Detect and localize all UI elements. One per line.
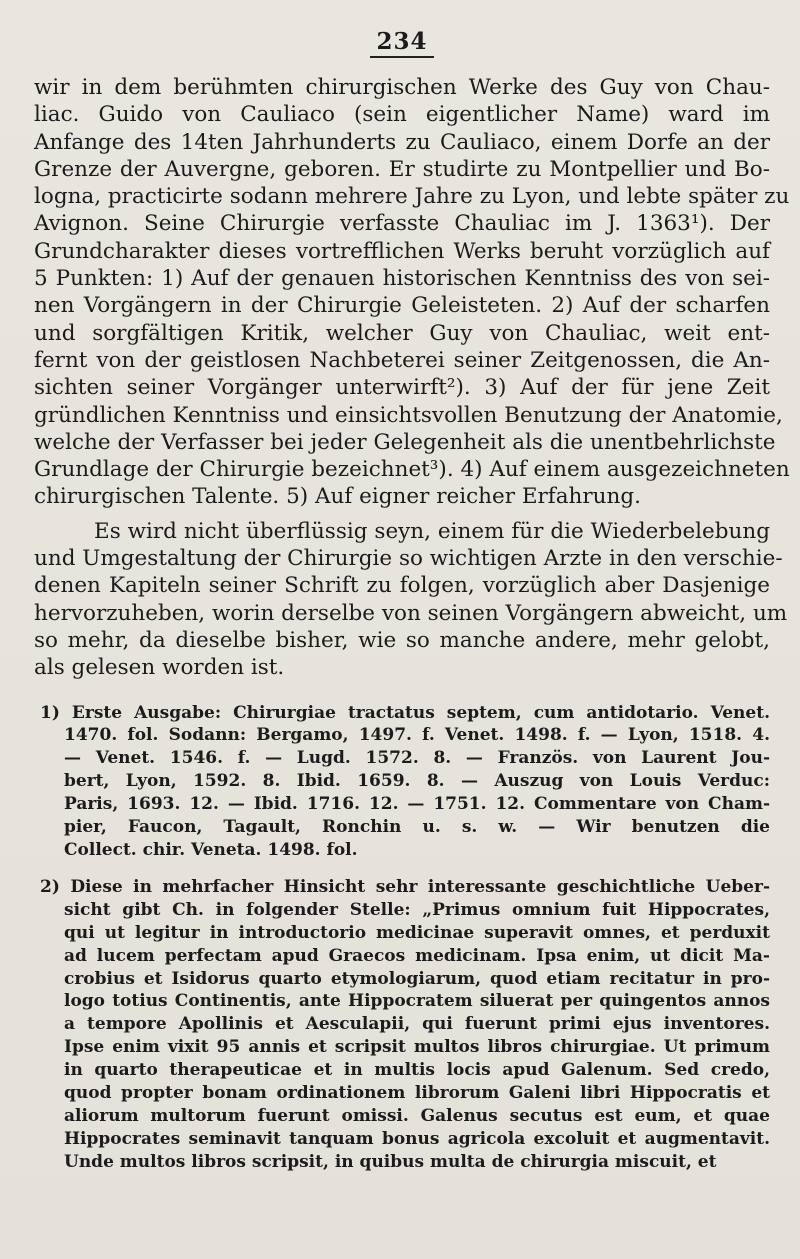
footnote-line: in quarto therapeuticae et in multis locis apud Galenum. Sed credo, (64, 1060, 770, 1081)
text-line: hervorzuheben, worin derselbe von seinen Vorgängern abweicht, um (34, 600, 788, 626)
footnote-line: Collect. chir. Veneta. 1498. fol. (64, 839, 358, 860)
footnote-line: logo totius Continentis, ante Hippocratem siluerat per quingentos annos (64, 991, 770, 1012)
footnote-line: 1470. fol. Sodann: Bergamo, 1497. f. Venet. 1498. f. — Lyon, 1518. 4. (64, 725, 770, 746)
footnote-line: 1) Erste Ausgabe: Chirurgiae tractatus septem, cum antidotario. Venet. (40, 702, 770, 723)
text-line: Grundlage der Chirurgie bezeichnet³). 4) Auf einem ausgezeichneten (34, 457, 790, 483)
text-line: nen Vorgängern in der Chirurgie Geleisteten. 2) Auf der scharfen (34, 293, 770, 319)
text-line: Anfange des 14ten Jahrhunderts zu Cauliaco, einem Dorfe an der (34, 129, 770, 155)
text-line: Grundcharakter dieses vortrefflichen Werks beruht vorzüglich auf (34, 238, 770, 264)
footnote (34, 876, 770, 1174)
paragraph (34, 74, 790, 511)
text-line: und sorgfältigen Kritik, welcher Guy von Chauliac, weit ent- (34, 320, 770, 346)
footnote-line: Paris, 1693. 12. — Ibid. 1716. 12. — 1751. 12. Commentare von Cham- (64, 794, 770, 815)
text-line: logna, practicirte sodann mehrere Jahre zu Lyon, und lebte später zu (34, 184, 790, 210)
footnote-line: qui ut legitur in introductorio medicinae superavit omnes, et perduxit (64, 922, 770, 943)
text-line: 5 Punkten: 1) Auf der genauen historischen Kenntniss des von sei- (34, 266, 770, 292)
footnote-line: pier, Faucon, Tagault, Ronchin u. s. w. — Wir benutzen die (64, 817, 770, 838)
footnote-line: Ipse enim vixit 95 annis et scripsit multos libros chirurgiae. Ut primum (64, 1037, 770, 1058)
text-line: fernt von der geistlosen Nachbeterei seiner Zeitgenossen, die An- (34, 347, 770, 373)
text-line: so mehr, da dieselbe bisher, wie so manche andere, mehr gelobt, (34, 627, 770, 653)
text-line: gründlichen Kenntniss und einsichtsvollen Benutzung der Anatomie, (34, 402, 783, 428)
text-line: wir in dem berühmten chirurgischen Werke des Guy von Chau- (34, 75, 770, 100)
footnotes (34, 702, 770, 1174)
footnote-line: ad lucem perfectam apud Graecos medicinam. Ipsa enim, ut dicit Ma- (64, 945, 770, 966)
footnote-line: crobius et Isidorus quarto etymologiarum, quod etiam recitatur in pro- (64, 968, 770, 989)
text-line: chirurgischen Talente. 5) Auf eigner reicher Erfahrung. (34, 484, 641, 510)
footnote-line: Hippocrates seminavit tanquam bonus agricola excoluit et augmentavit. (64, 1128, 770, 1149)
footnote-line: a tempore Apollinis et Aesculapii, qui fuerunt primi ejus inventores. (64, 1014, 770, 1035)
footnote-line: sicht gibt Ch. in folgender Stelle: „Primus omnium fuit Hippocrates, (64, 899, 770, 920)
text-line: als gelesen worden ist. (34, 655, 285, 681)
text-line: Es wird nicht überflüssig seyn, einem für die Wiederbelebung (94, 518, 770, 544)
footnote-line: 2) Diese in mehrfacher Hinsicht sehr interessante geschichtliche Ueber- (40, 876, 770, 897)
footnote-line: — Venet. 1546. f. — Lugd. 1572. 8. — Französ. von Laurent Jou- (64, 748, 770, 769)
text-line: sichten seiner Vorgänger unterwirft²). 3) Auf der für jene Zeit (34, 375, 770, 401)
text-line: und Umgestaltung der Chirurgie so wichtigen Arzte in den verschie- (34, 546, 783, 572)
text-line: Avignon. Seine Chirurgie verfasste Chauliac im J. 1363¹). Der (34, 211, 770, 237)
footnote (34, 702, 770, 862)
footnote-line: aliorum multorum fuerunt omissi. Galenus secutus est eum, et quae (64, 1105, 770, 1126)
paragraph (34, 518, 788, 682)
body-text (34, 74, 790, 682)
footnote-line: quod propter bonam ordinationem librorum Galeni libri Hippocratis et (64, 1083, 770, 1104)
footnote-line: bert, Lyon, 1592. 8. Ibid. 1659. 8. — Auszug von Louis Verduc: (64, 771, 770, 792)
text-line: liac. Guido von Cauliaco (sein eigentlicher Name) ward im (34, 102, 770, 128)
text-line: denen Kapiteln seiner Schrift zu folgen, vorzüglich aber Dasjenige (34, 573, 770, 599)
text-line: Grenze der Auvergne, geboren. Er studirte zu Montpellier und Bo- (34, 156, 770, 182)
footnote-line: Unde multos libros scripsit, in quibus multa de chirurgia miscuit, et (64, 1151, 717, 1172)
text-line: welche der Verfasser bei jeder Gelegenheit als die unentbehrlichste (34, 429, 776, 455)
page-number: 234 (34, 28, 770, 58)
